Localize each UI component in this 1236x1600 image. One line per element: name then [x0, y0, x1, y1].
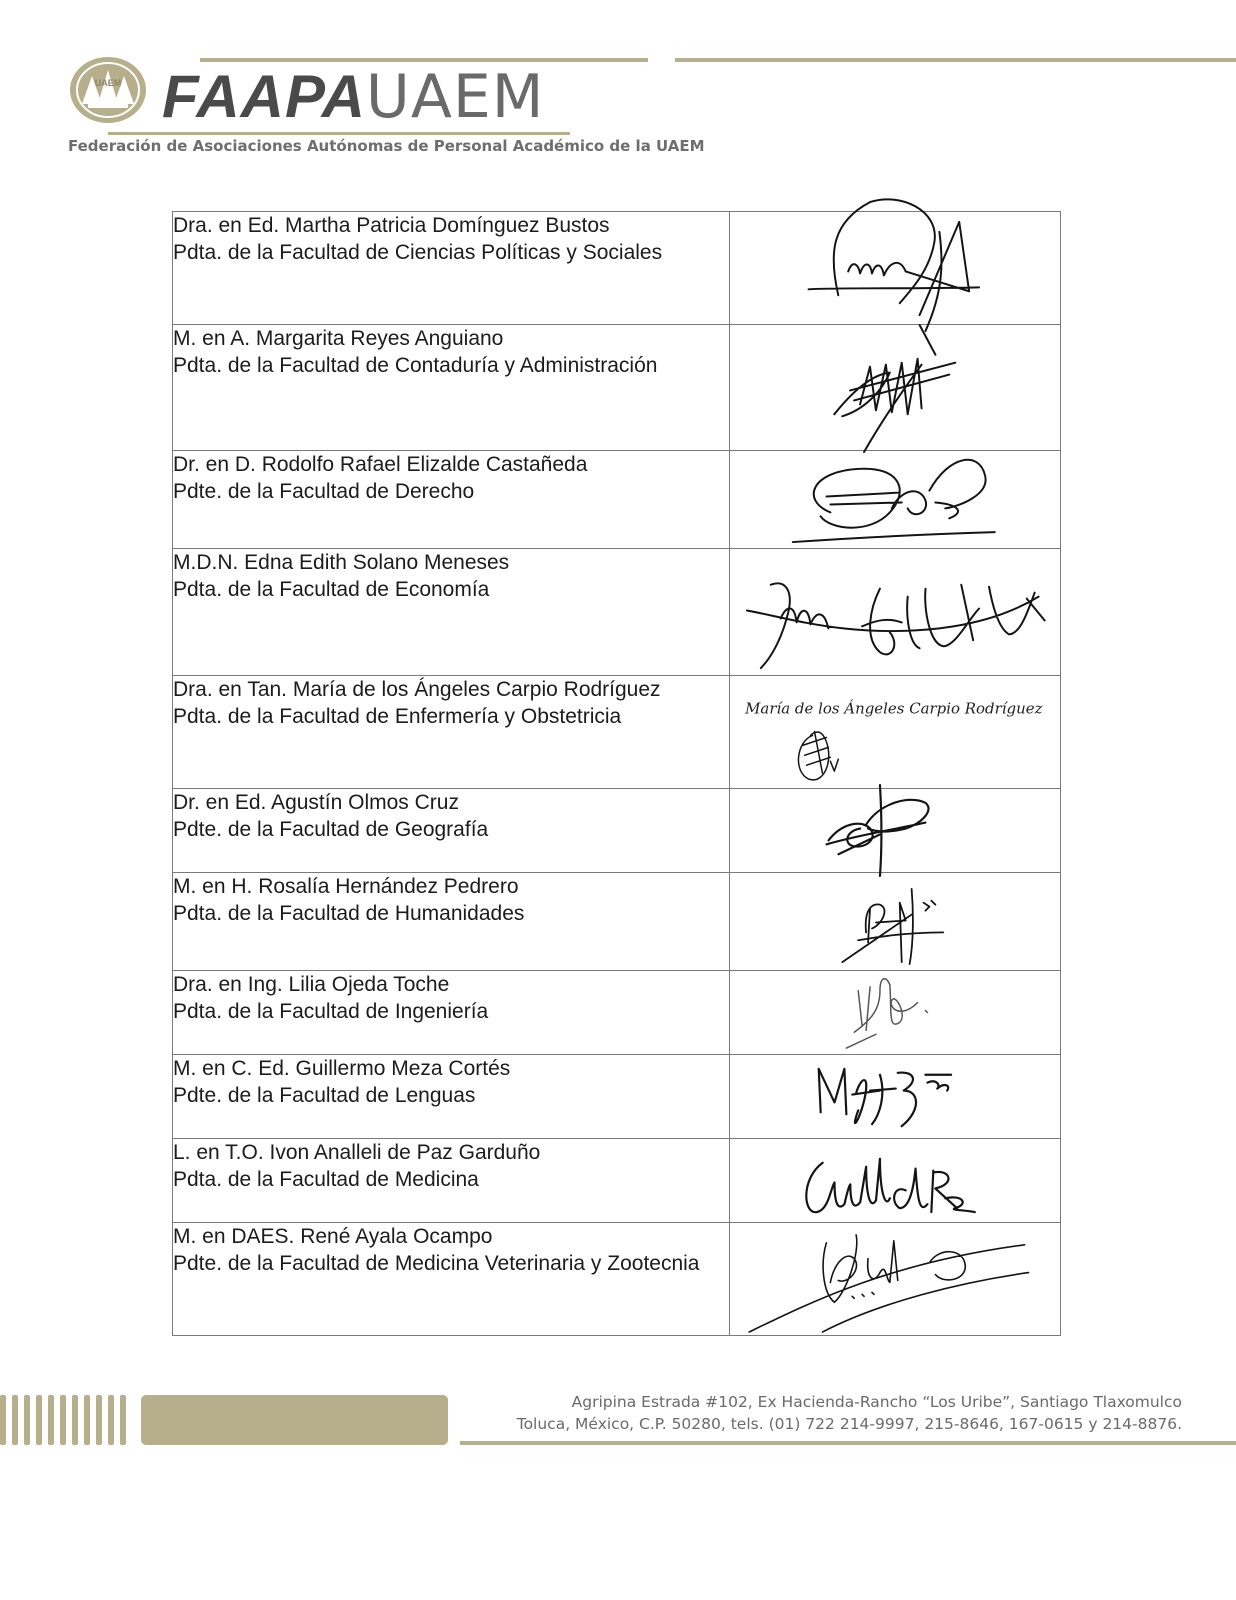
signatory-role: Pdta. de la Facultad de Enfermería y Obstetricia — [173, 705, 622, 728]
signature-cell — [730, 789, 1061, 873]
signature-icon — [730, 1055, 1060, 1138]
signature-icon — [730, 971, 1060, 1054]
brand-light-text: UAEM — [365, 62, 545, 132]
signatory-name: M. en A. Margarita Reyes Anguiano — [173, 327, 504, 350]
signature-row — [173, 212, 1061, 325]
signatory-name: Dr. en Ed. Agustín Olmos Cruz — [173, 791, 459, 814]
footer-address — [517, 1391, 1182, 1435]
seal-text: UAEM — [94, 78, 122, 88]
signature-cell — [730, 549, 1061, 676]
signatory-name: Dra. en Tan. María de los Ángeles Carpio Rodríguez — [173, 678, 661, 701]
signature-icon — [730, 212, 1060, 324]
signatory-role: Pdta. de la Facultad de Contaduría y Administración — [173, 354, 658, 377]
signature-row — [173, 549, 1061, 676]
signature-cell — [730, 971, 1061, 1055]
signatory-name: Dr. en D. Rodolfo Rafael Elizalde Castañeda — [173, 453, 588, 476]
signature-table — [172, 211, 1061, 1336]
address-line-2: Toluca, México, C.P. 50280, tels. (01) 722 214-9997, 215-8646, 167-0615 y 214-8876. — [516, 1415, 1182, 1433]
signatory-role: Pdta. de la Facultad de Humanidades — [173, 902, 525, 925]
signatory-role: Pdte. de la Facultad de Derecho — [173, 480, 475, 503]
signatory-name: L. en T.O. Ivon Analleli de Paz Garduño — [173, 1141, 541, 1164]
address-line-1: Agripina Estrada #102, Ex Hacienda-Rancho “Los Uribe”, Santiago Tlaxomulco — [571, 1393, 1182, 1411]
footer-accent-bar — [141, 1395, 448, 1445]
footer-stripes — [0, 1395, 126, 1445]
signature-icon — [730, 676, 1060, 788]
signatory-cell — [173, 789, 730, 873]
signature-row — [173, 676, 1061, 789]
signature-row — [173, 789, 1061, 873]
signature-icon — [730, 549, 1060, 675]
brand-bold-text: FAAPA — [162, 63, 366, 130]
uaem-seal-icon — [68, 54, 148, 126]
footer-rule — [460, 1441, 1236, 1445]
signature-cell — [730, 873, 1061, 971]
signatory-name: Dra. en Ing. Lilia Ojeda Toche — [173, 973, 450, 996]
signature-icon — [730, 451, 1060, 548]
signatory-name: M. en H. Rosalía Hernández Pedrero — [173, 875, 519, 898]
signature-cell — [730, 451, 1061, 549]
signatory-role: Pdta. de la Facultad de Ingeniería — [173, 1000, 489, 1023]
signature-row — [173, 451, 1061, 549]
signature-icon — [730, 1223, 1060, 1335]
signatory-role: Pdta. de la Facultad de Ciencias Políticas y Sociales — [173, 241, 663, 264]
signatory-role: Pdte. de la Facultad de Medicina Veterinaria y Zootecnia — [173, 1252, 700, 1275]
signatory-cell — [173, 549, 730, 676]
signature-cell — [730, 325, 1061, 451]
signatory-role: Pdta. de la Facultad de Economía — [173, 578, 490, 601]
signatory-cell — [173, 451, 730, 549]
signatory-name: Dra. en Ed. Martha Patricia Domínguez Bustos — [173, 214, 610, 237]
signatory-name: M.D.N. Edna Edith Solano Meneses — [173, 551, 510, 574]
signature-row — [173, 1139, 1061, 1223]
signature-cell — [730, 676, 1061, 789]
header-rule-mid — [108, 132, 570, 135]
signature-cell — [730, 1139, 1061, 1223]
signature-icon — [730, 1139, 1060, 1222]
signatory-role: Pdte. de la Facultad de Geografía — [173, 818, 489, 841]
signatory-cell — [173, 1223, 730, 1336]
signatory-cell — [173, 873, 730, 971]
signatory-name: M. en DAES. René Ayala Ocampo — [173, 1225, 493, 1248]
signature-row — [173, 1223, 1061, 1336]
signatory-cell — [173, 676, 730, 789]
signatory-cell — [173, 212, 730, 325]
signatory-role: Pdta. de la Facultad de Medicina — [173, 1168, 479, 1191]
signature-icon — [730, 325, 1060, 450]
signature-row — [173, 1055, 1061, 1139]
signature-row — [173, 325, 1061, 451]
signature-icon — [730, 873, 1060, 970]
signature-icon — [730, 789, 1060, 872]
signature-cell — [730, 212, 1061, 325]
signatory-cell — [173, 325, 730, 451]
brand-wordmark — [162, 62, 545, 132]
signatory-cell — [173, 971, 730, 1055]
signatory-cell — [173, 1055, 730, 1139]
signatory-cell — [173, 1139, 730, 1223]
signatory-role: Pdte. de la Facultad de Lenguas — [173, 1084, 476, 1107]
handwritten-name: María de los Ángeles Carpio Rodríguez — [744, 699, 1044, 718]
signatory-name: M. en C. Ed. Guillermo Meza Cortés — [173, 1057, 511, 1080]
signature-row — [173, 971, 1061, 1055]
organization-subtitle: Federación de Asociaciones Autónomas de Personal Académico de la UAEM — [68, 137, 705, 155]
signature-row — [173, 873, 1061, 971]
header-rule-right — [675, 58, 1236, 62]
signature-cell — [730, 1223, 1061, 1336]
signature-cell — [730, 1055, 1061, 1139]
